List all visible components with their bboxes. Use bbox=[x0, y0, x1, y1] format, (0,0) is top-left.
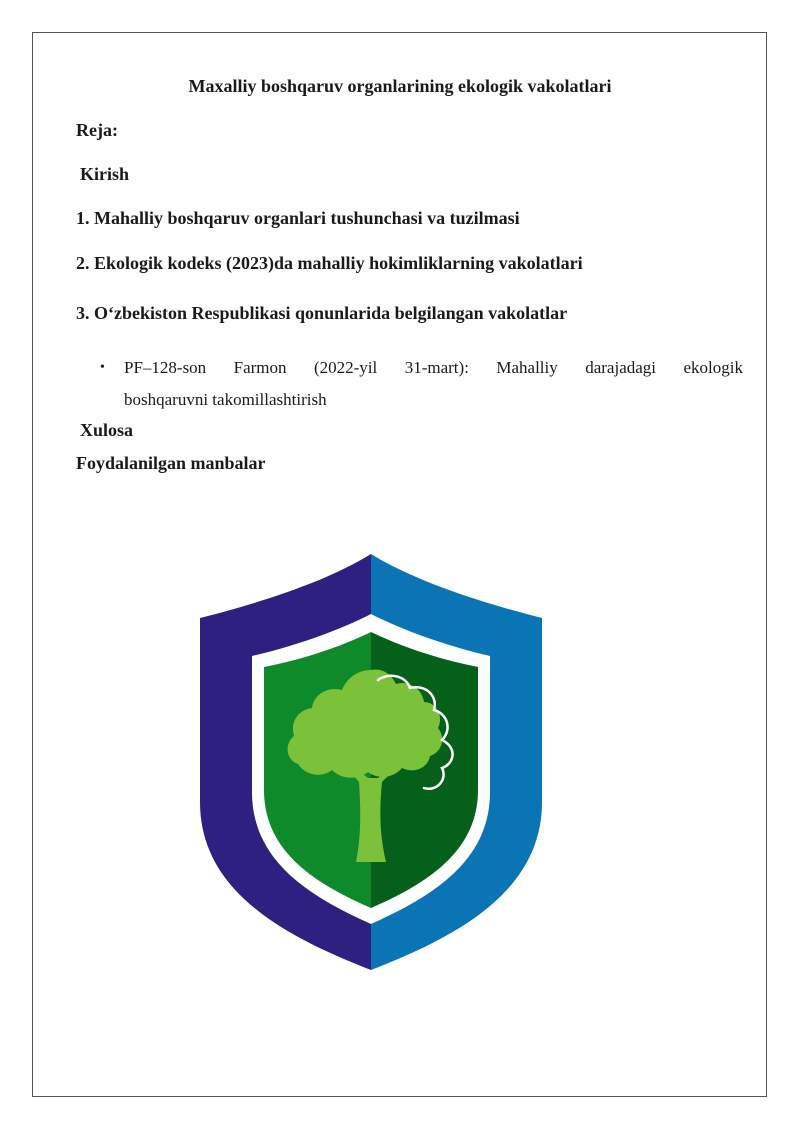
bullet-word: Farmon bbox=[233, 358, 287, 377]
bullet-word: ekologik bbox=[683, 358, 743, 377]
intro-heading: Kirish bbox=[80, 164, 130, 184]
eco-shield-tree-icon bbox=[196, 552, 546, 972]
bullet-icon: • bbox=[100, 360, 105, 375]
bullet-word: 31-mart): bbox=[404, 358, 469, 377]
bullet-word: Mahalliy bbox=[496, 358, 558, 377]
bullet-word: darajadagi bbox=[585, 358, 657, 377]
bullet-item bbox=[100, 352, 743, 416]
plan-label: Reja: bbox=[76, 120, 118, 140]
conclusion-heading: Xulosa bbox=[80, 420, 134, 440]
bullet-line-2: boshqaruvni takomillashtirish bbox=[124, 390, 327, 409]
section-1: 1. Mahalliy boshqaruv organlari tushunchasi va tuzilmasi bbox=[76, 208, 520, 228]
references-heading: Foydalanilgan manbalar bbox=[76, 453, 266, 473]
section-3: 3. O‘zbekiston Respublikasi qonunlarida belgilangan vakolatlar bbox=[76, 303, 568, 323]
bullet-word: PF–128-son bbox=[124, 358, 207, 377]
section-2: 2. Ekologik kodeks (2023)da mahalliy hokimliklarning vakolatlari bbox=[76, 253, 583, 273]
document-title: Maxalliy boshqaruv organlarining ekologik vakolatlari bbox=[188, 76, 612, 96]
bullet-word: (2022-yil bbox=[313, 358, 378, 377]
